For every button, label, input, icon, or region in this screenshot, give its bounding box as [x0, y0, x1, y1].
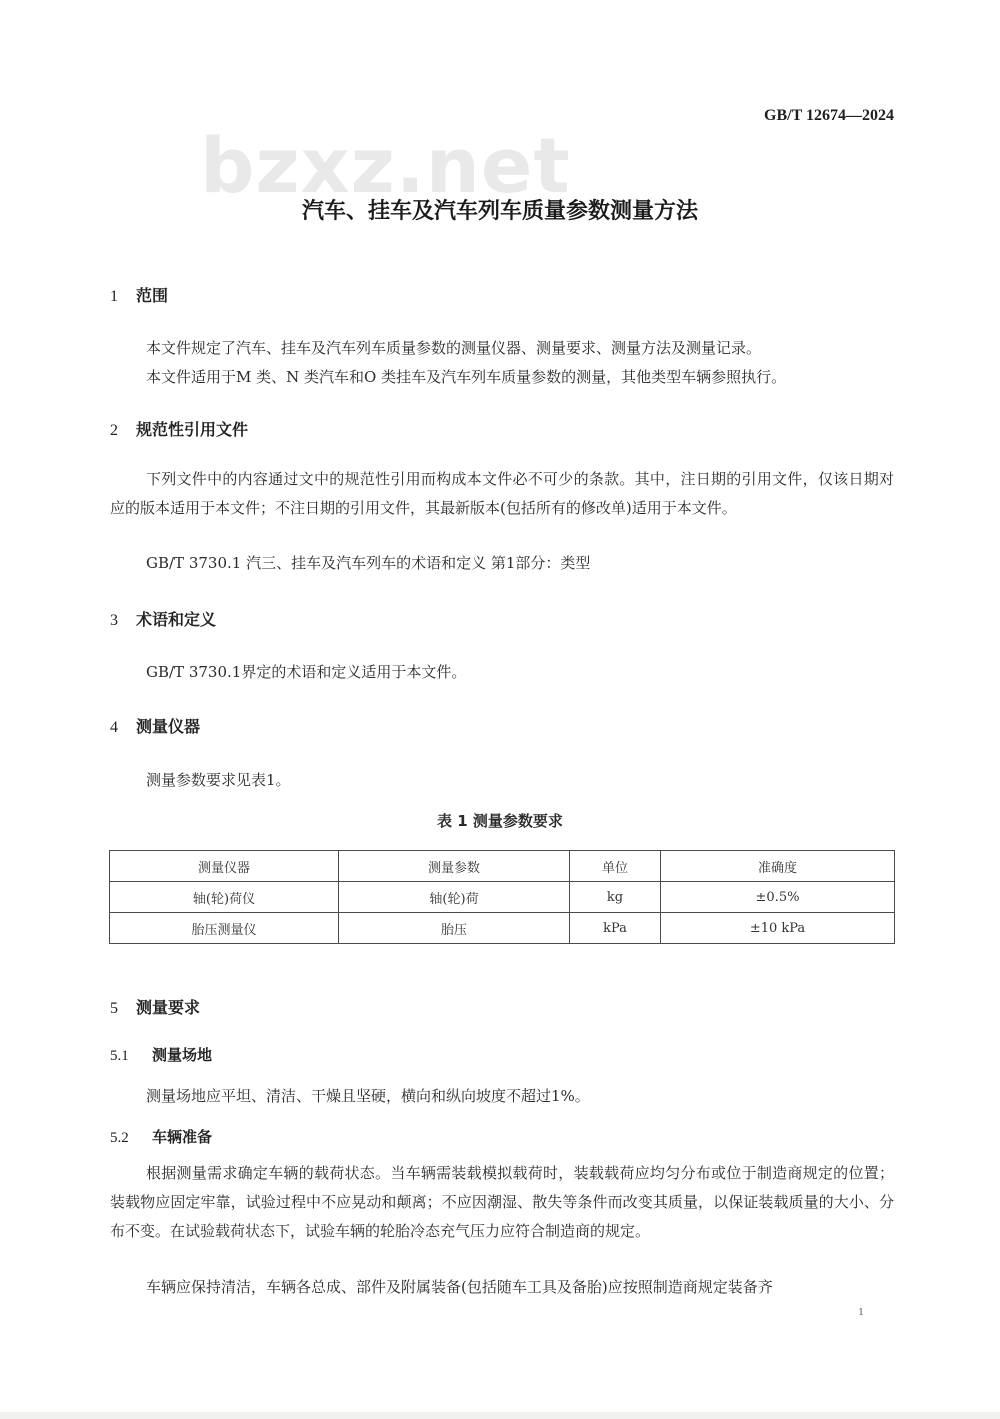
subsection-title: 测量场地 — [152, 1046, 213, 1064]
table-cell: kPa — [570, 913, 661, 944]
subsection-5-2-heading — [110, 1126, 212, 1147]
section-number: 4 — [110, 719, 118, 736]
subsection-number: 5.2 — [110, 1130, 129, 1146]
table-cell: ±0.5% — [661, 882, 895, 913]
section-number: 1 — [110, 288, 118, 305]
test-site-paragraph: 测量场地应平坦、清洁、干燥且坚硬，横向和纵向坡度不超过1%。 — [146, 1087, 590, 1105]
section-1-heading — [110, 283, 168, 306]
standard-code: GB/T 12674—2024 — [764, 107, 894, 124]
subsection-number: 5.1 — [110, 1048, 129, 1064]
table-cell: 轴(轮)荷 — [339, 882, 570, 913]
vehicle-preparation-paragraph-1: 根据测量需求确定车辆的载荷状态。当车辆需装载模拟载荷时，装载载荷应均匀分布或位于制造商规定的位置；装载物应固定牢靠，试验过程中不应晃动和颠离；不应因潮湿、散失等条件而改变其质量，以保证装载质量的大小、分布不变。在试验载荷状态下，试验车辆的轮胎冷态充气压力应符合制造商的规定。 — [110, 1164, 894, 1240]
table-header-cell: 测量仪器 — [110, 851, 339, 882]
measurement-requirements-table — [109, 850, 895, 944]
table-row — [110, 913, 895, 944]
section-number: 5 — [110, 1000, 118, 1017]
table-header-cell: 准确度 — [661, 851, 895, 882]
scope-paragraph-1: 本文件规定了汽车、挂车及汽车列车质量参数的测量仪器、测量要求、测量方法及测量记录。 — [146, 339, 762, 357]
table-cell: 胎压 — [339, 913, 570, 944]
table-header-cell: 测量参数 — [339, 851, 570, 882]
section-title: 测量仪器 — [136, 717, 201, 736]
table-cell: 轴(轮)荷仪 — [110, 882, 339, 913]
reference-item: GB/T 3730.1 汽三、挂车及汽车列车的术语和定义 第1部分：类型 — [146, 554, 591, 572]
table-cell: ±10 kPa — [661, 913, 895, 944]
table-cell: 胎压测量仪 — [110, 913, 339, 944]
section-title: 测量要求 — [136, 998, 201, 1017]
table-header-cell: 单位 — [570, 851, 661, 882]
terms-paragraph: GB/T 3730.1界定的术语和定义适用于本文件。 — [146, 663, 467, 681]
section-title: 范围 — [136, 286, 169, 305]
section-number: 3 — [110, 612, 118, 629]
table-header-row — [110, 851, 895, 882]
subsection-5-1-heading — [110, 1044, 212, 1065]
section-4-heading — [110, 714, 200, 737]
section-2-heading — [110, 417, 248, 440]
document-title: 汽车、挂车及汽车列车质量参数测量方法 — [301, 199, 698, 224]
scope-paragraph-2: 本文件适用于M 类、N 类汽车和O 类挂车及汽车列车质量参数的测量，其他类型车辆参照执行。 — [146, 368, 787, 386]
section-title: 规范性引用文件 — [136, 420, 249, 439]
subsection-title: 车辆准备 — [152, 1128, 213, 1146]
table-cell: kg — [570, 882, 661, 913]
section-number: 2 — [110, 422, 118, 439]
table-row — [110, 882, 895, 913]
page-number: 1 — [858, 1308, 864, 1318]
section-3-heading — [110, 607, 216, 630]
normative-references-paragraph: 下列文件中的内容通过文中的规范性引用而构成本文件必不可少的条款。其中，注日期的引用文件，仅该日期对应的版本适用于本文件；不注日期的引用文件，其最新版本(包括所有的修改单)适用于本文件。 — [110, 470, 894, 517]
section-title: 术语和定义 — [136, 610, 217, 629]
table-caption: 表 1 测量参数要求 — [437, 812, 563, 830]
vehicle-preparation-paragraph-2: 车辆应保持清洁，车辆各总成、部件及附属装备(包括随车工具及备胎)应按照制造商规定装备齐 — [146, 1278, 773, 1296]
instruments-paragraph: 测量参数要求见表1。 — [146, 771, 291, 789]
section-5-heading — [110, 995, 200, 1018]
watermark: bzxz.net — [200, 121, 571, 210]
